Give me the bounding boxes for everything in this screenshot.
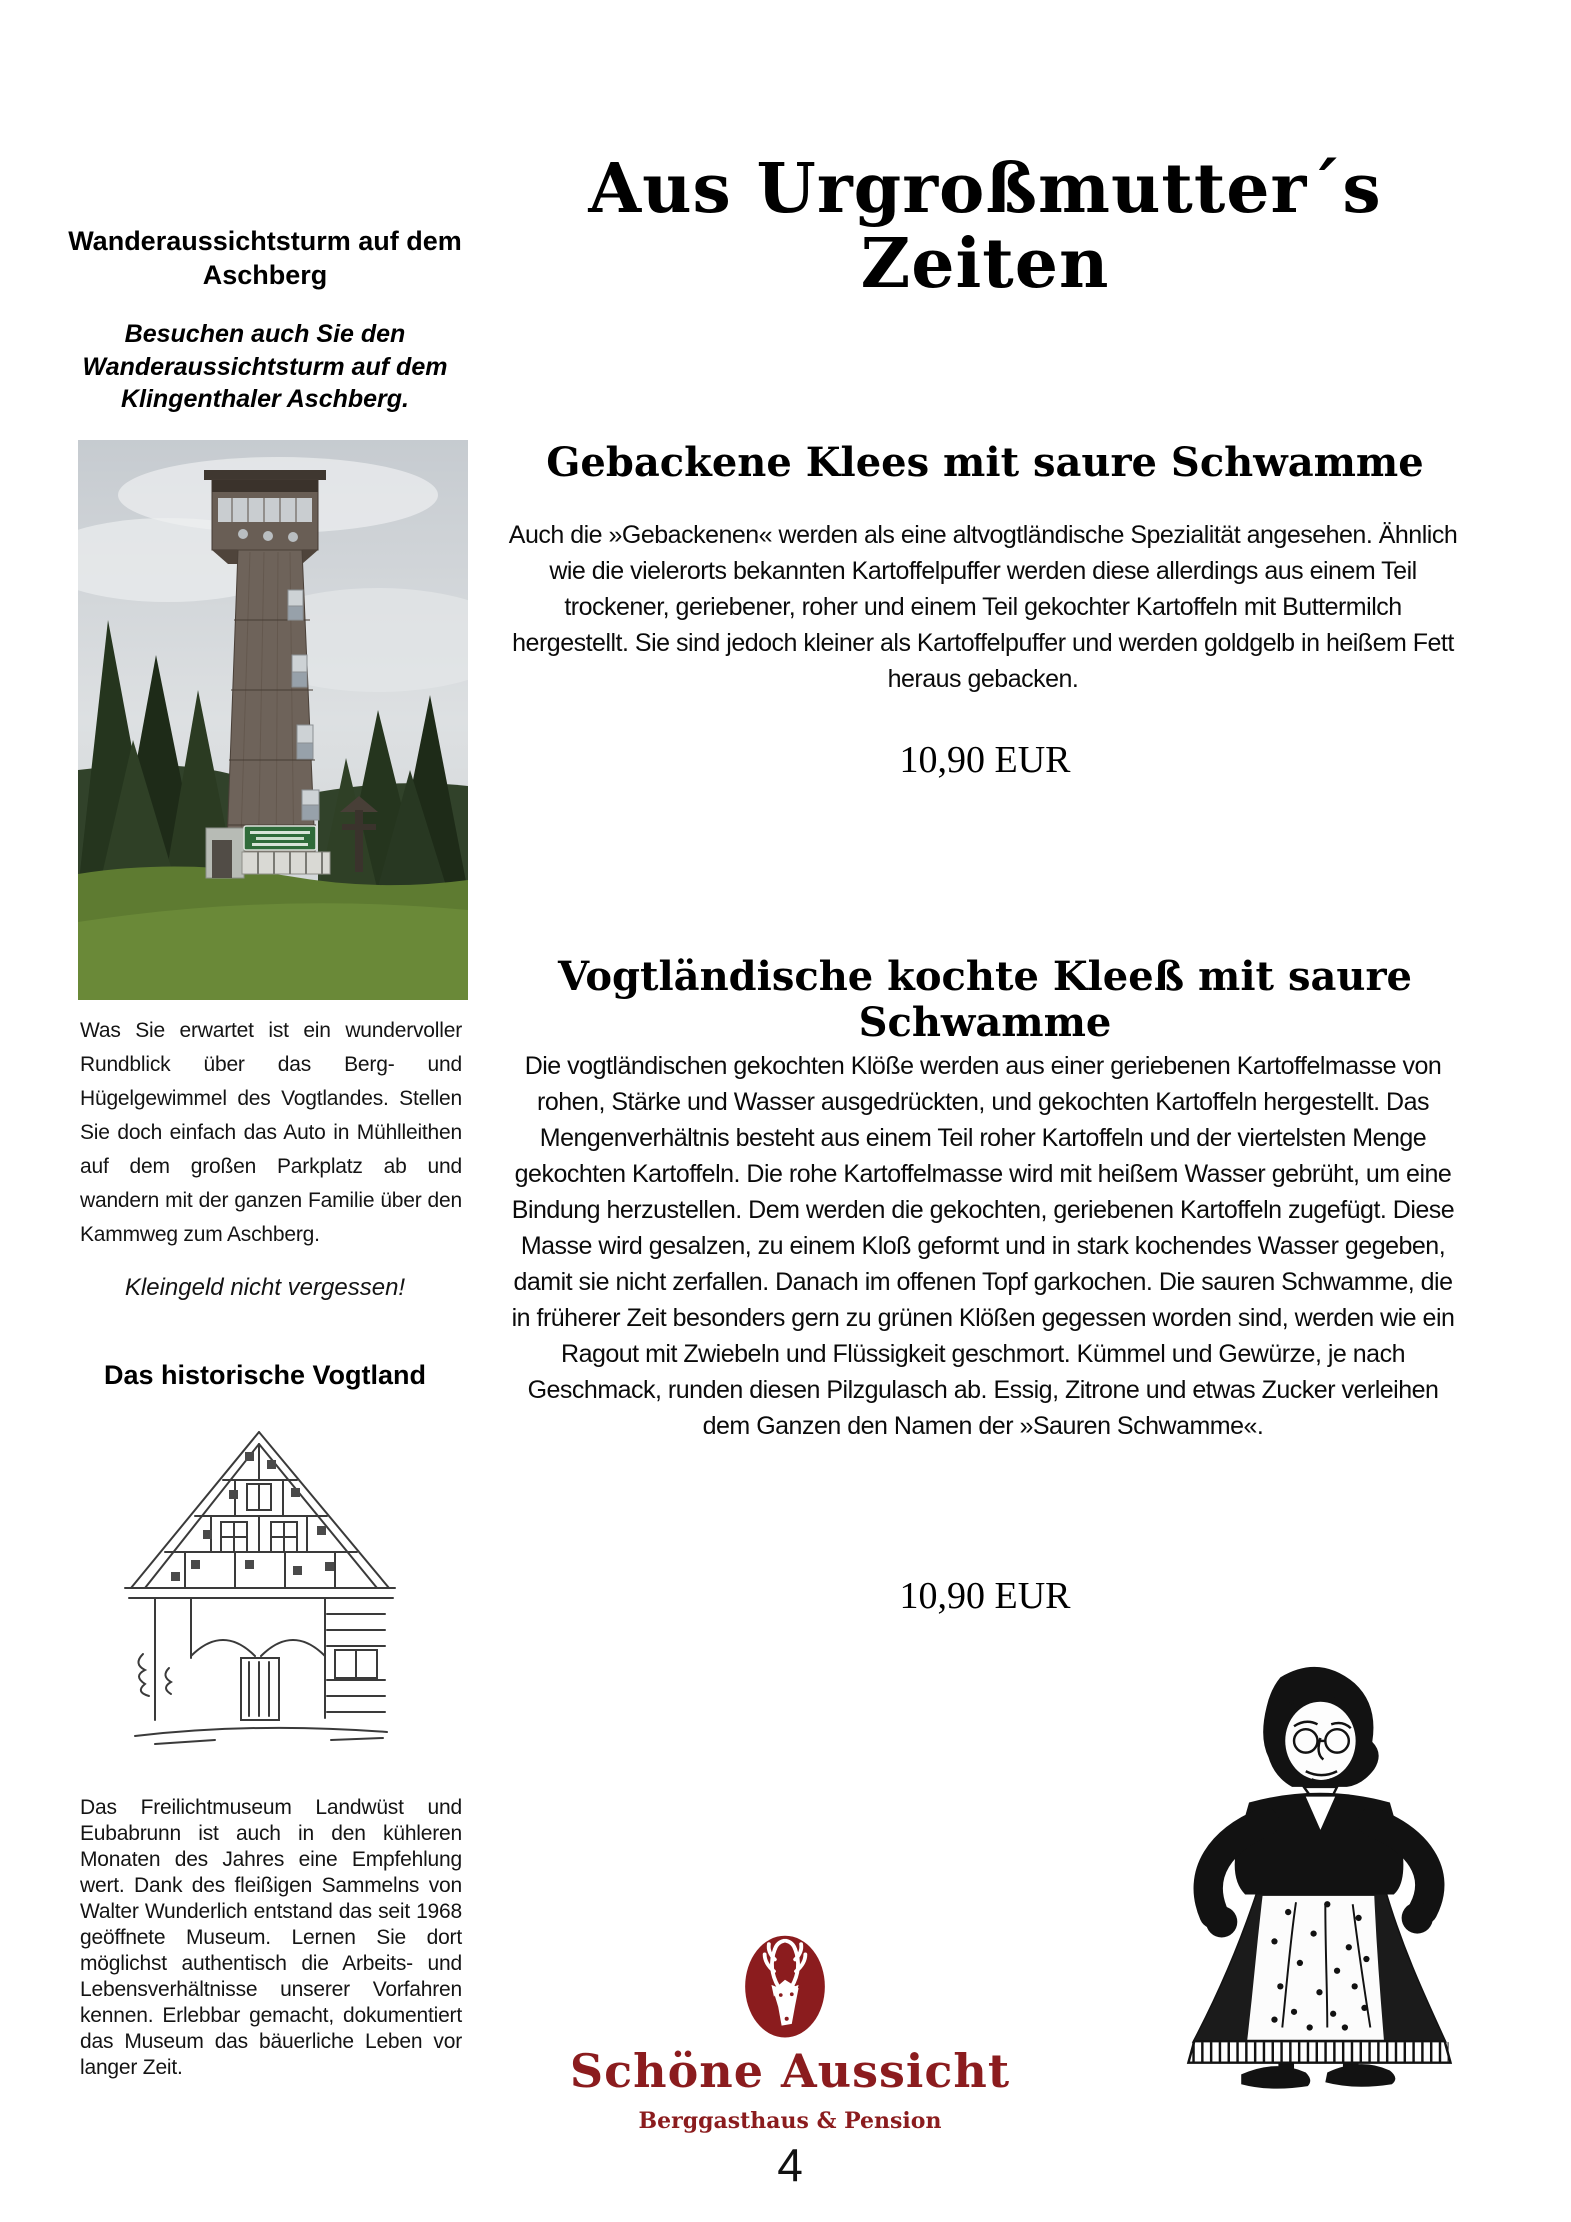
logo-name: Schöne Aussicht bbox=[569, 2044, 1011, 2098]
old-woman-drawing bbox=[1128, 1648, 1463, 2093]
sidebar-note: Kleingeld nicht vergessen! bbox=[124, 1274, 406, 1301]
page-number: 4 bbox=[777, 2139, 803, 2191]
sidebar-paragraph-tower: Was Sie erwartet ist ein wundervoller Rundblick über das Berg- und Hügelgewimmel des Vogtlandes. Stellen Sie doch einfach das Auto in Mühlleithen auf dem großen Parkplatz ab und wandern mit der ganzen Familie über den Kammweg zum Aschberg. bbox=[80, 1019, 462, 1246]
dish-1-description: Auch die »Gebackenen« werden als eine altvogtländische Spezialität angesehen. Ähnlich wie die vielerorts bekannten Kartoffelpuffer werden diese allerdings aus einem Teil trockener, geriebener, roher und einem Teil gekochter Kartoffeln mit Buttermilch hergestellt. Sie sind jedoch kleiner als Kartoffelpuffer und werden goldgelb in heißem Fett heraus gebacken. bbox=[508, 521, 1458, 693]
dish-2-price: 10,90 EUR bbox=[899, 1575, 1071, 1617]
logo-subtitle: Berggasthaus & Pension bbox=[638, 2108, 942, 2134]
dish-2-title: Vogtländische kochte Kleeß mit saure Schwamme bbox=[557, 953, 1412, 1046]
sidebar-heading-tower: Wanderaussichtsturm auf dem Aschberg bbox=[68, 226, 462, 290]
sidebar-heading-vogtland: Das historische Vogtland bbox=[103, 1360, 427, 1390]
dish-1-title: Gebackene Klees mit saure Schwamme bbox=[546, 439, 1424, 486]
dish-2-description: Die vogtländischen gekochten Klöße werden aus einer geriebenen Kartoffelmasse von rohen, Stärke und Wasser ausgedrückten, und gekochten Kartoffeln hergestellt. Das Mengenverhältnis besteht aus einem Teil roher Kartoffeln und der viertelsten Menge gekochten Kartoffeln. Die rohe Kartoffelmasse wird mit heißem Wasser gebrüht, um eine Bindung herzustellen. Dem werden die gekochten, geriebenen Kartoffeln zugefügt. Diese Masse wird gesalzen, zu einem Kloß geformt und in stark kochendes Wasser gegeben, damit sie nicht zerfallen. Danach im offenen Topf garkochen. Die sauren Schwamme, die in früherer Zeit besonders gern zu grünen Klößen gegessen worden sind, werden wie ein Ragout mit Zwiebeln und Flüssigkeit geschmort. Kümmel und Gewürze, je nach Geschmack, runden diesen Pilzgulasch ab. Essig, Zitrone und etwas Zucker verleihen dem Ganzen den Namen der »Sauren Schwamme«. bbox=[511, 1052, 1455, 1440]
sidebar-paragraph-museum: Das Freilichtmuseum Landwüst und Eubabrunn ist auch in den kühleren Monaten des Jahres eine Empfehlung wert. Dank des fleißigen Sammelns von Walter Wunderlich entstand das seit 1968 geöffnete Museum. Lernen Sie dort möglichst authentisch die Arbeits- und Lebensverhältnisse unserer Vorfahren kennen. Erlebbar gemacht, dokumentiert das Museum das bäuerliche Leben vor langer Zeit. bbox=[80, 1796, 462, 2079]
stag-logo-icon bbox=[741, 1934, 829, 2040]
sidebar-intro: Besuchen auch Sie den Wanderaussichtsturm auf dem Klingenthaler Aschberg. bbox=[82, 320, 448, 413]
aschberg-tower-photo bbox=[78, 440, 468, 1000]
page-title: Aus Urgroßmutter´s Zeiten bbox=[588, 149, 1382, 304]
historic-house-drawing bbox=[95, 1418, 425, 1753]
dish-1-price: 10,90 EUR bbox=[899, 739, 1071, 781]
